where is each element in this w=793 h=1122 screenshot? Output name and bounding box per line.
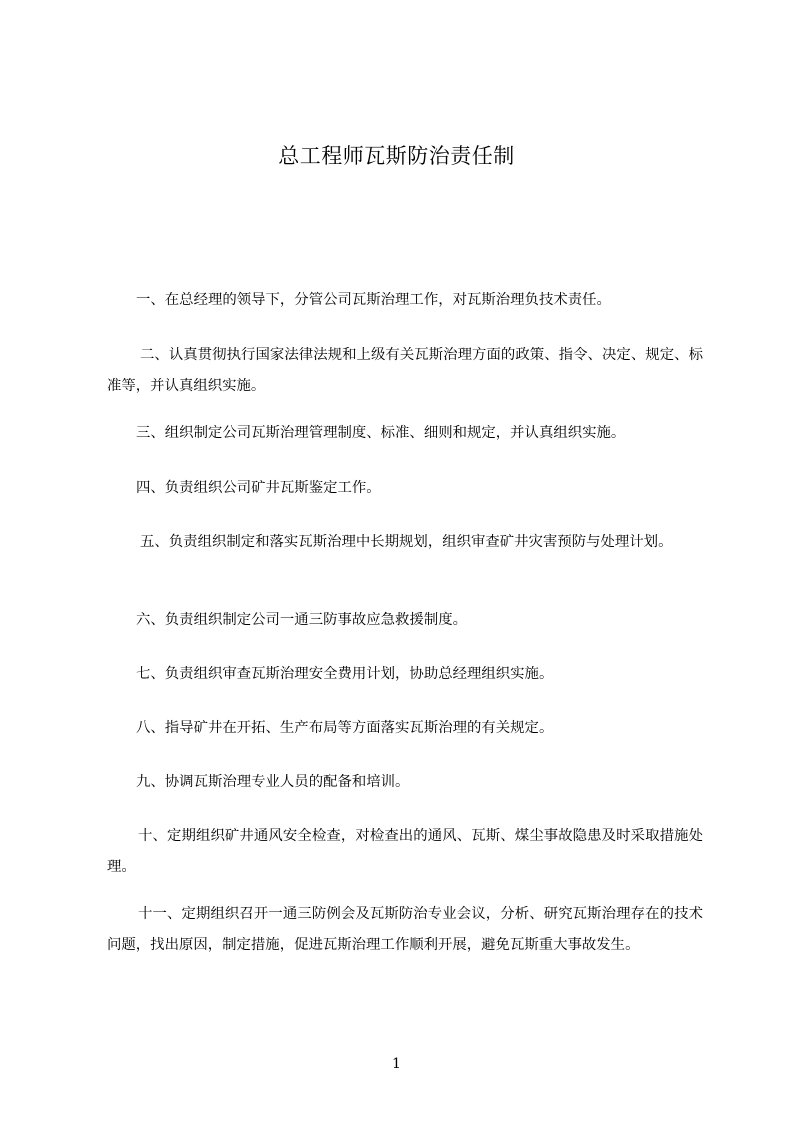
page-number: 1 <box>392 1056 401 1072</box>
paragraph-5: 五、负责组织制定和落实瓦斯治理中长期规划，组织审查矿井灾害预防与处理计划。 <box>140 534 673 550</box>
paragraph-7: 七、负责组织审查瓦斯治理安全费用计划，协助总经理组织实施。 <box>136 666 554 682</box>
paragraph-8: 八、指导矿井在开拓、生产布局等方面落实瓦斯治理的有关规定。 <box>136 720 554 736</box>
paragraph-6: 六、负责组织制定公司一通三防事故应急救援制度。 <box>136 612 467 628</box>
paragraph-4: 四、负责组织公司矿井瓦斯鉴定工作。 <box>136 480 381 496</box>
paragraph-2: 二、认真贯彻执行国家法律法规和上级有关瓦斯治理方面的政策、指令、决定、规定、标准等，并认真组织实施。 <box>107 347 703 394</box>
paragraph-9: 九、协调瓦斯治理专业人员的配备和培训。 <box>136 774 410 790</box>
page-title: 总工程师瓦斯防治责任制 <box>278 144 515 168</box>
paragraph-10: 十、定期组织矿井通风安全检查，对检查出的通风、瓦斯、煤尘事故隐患及时采取措施处理。 <box>107 828 703 875</box>
paragraph-1: 一、在总经理的领导下，分管公司瓦斯治理工作，对瓦斯治理负技术责任。 <box>136 292 611 308</box>
paragraph-11: 十一、定期组织召开一通三防例会及瓦斯防治专业会议，分析、研究瓦斯治理存在的技术问题，找出原因，制定措施，促进瓦斯治理工作顺利开展，避免瓦斯重大事故发生。 <box>107 906 703 953</box>
paragraph-3: 三、组织制定公司瓦斯治理管理制度、标准、细则和规定，并认真组织实施。 <box>136 425 626 441</box>
